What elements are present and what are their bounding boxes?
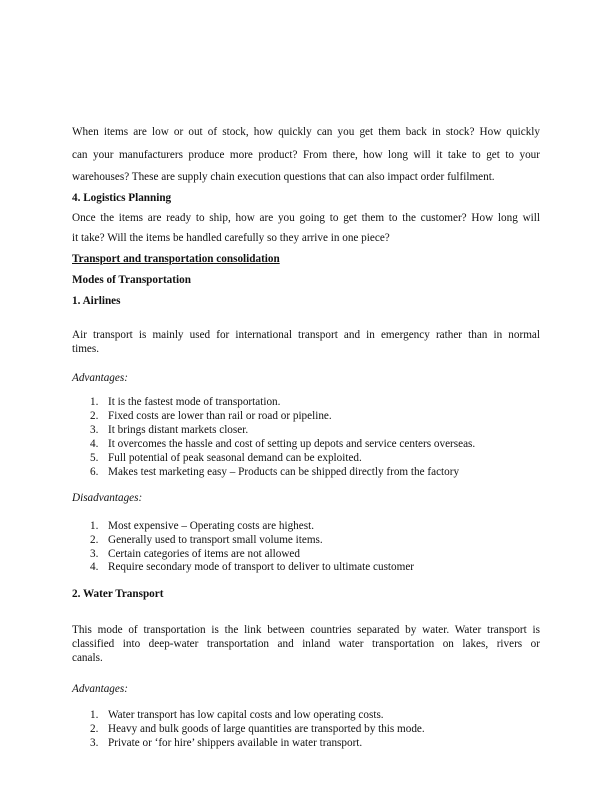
text-line: it take? Will the items be handled carefully so they arrive in one piece? <box>72 232 390 244</box>
list-text: Heavy and bulk goods of large quantities are transported by this mode. <box>108 723 425 735</box>
list-number: 6. <box>90 466 99 478</box>
airlines-heading: 1. Airlines <box>72 295 121 307</box>
list-item <box>90 519 314 533</box>
list-item <box>90 395 280 409</box>
list-text: It overcomes the hassle and cost of setting up depots and service centers overseas. <box>108 438 476 450</box>
list-item <box>90 423 248 437</box>
list-text: Full potential of peak seasonal demand can be exploited. <box>108 452 362 464</box>
list-number: 3. <box>90 737 99 749</box>
text-line: times. <box>72 343 100 355</box>
list-item <box>90 547 300 561</box>
list-number: 4. <box>90 561 99 573</box>
list-text: Fixed costs are lower than rail or road or pipeline. <box>108 410 332 422</box>
text-line: Once the items are ready to ship, how are you going to get them to the customer? How long will <box>72 212 540 224</box>
text-line: Air transport is mainly used for international transport and in emergency rather than in normal <box>72 329 540 341</box>
list-number: 2. <box>90 534 99 546</box>
list-item <box>90 465 459 479</box>
list-number: 1. <box>90 520 99 532</box>
list-item <box>90 560 414 574</box>
list-number: 2. <box>90 723 99 735</box>
list-item <box>90 451 362 465</box>
text-line: canals. <box>72 652 103 664</box>
list-text: Water transport has low capital costs and low operating costs. <box>108 709 384 721</box>
list-text: Most expensive – Operating costs are highest. <box>108 520 314 532</box>
list-text: It brings distant markets closer. <box>108 424 249 436</box>
text-line: When items are low or out of stock, how quickly can you get them back in stock? How quickly <box>72 126 540 138</box>
text-line: This mode of transportation is the link between countries separated by water. Water transport is <box>72 624 540 636</box>
section-heading: Transport and transportation consolidation <box>72 253 280 265</box>
list-number: 2. <box>90 410 99 422</box>
list-item <box>90 437 475 451</box>
list-text: It is the fastest mode of transportation. <box>108 396 281 408</box>
list-text: Makes test marketing easy – Products can be shipped directly from the factory <box>108 466 460 478</box>
list-item <box>90 533 323 547</box>
text-line: warehouses? These are supply chain execution questions that can also impact order fulfilment. <box>72 171 495 183</box>
disadvantages-label: Disadvantages: <box>72 492 143 504</box>
list-item <box>90 736 362 750</box>
list-number: 3. <box>90 548 99 560</box>
list-number: 1. <box>90 709 99 721</box>
list-number: 1. <box>90 396 99 408</box>
list-text: Certain categories of items are not allowed <box>108 548 300 560</box>
list-text: Generally used to transport small volume items. <box>108 534 323 546</box>
list-number: 3. <box>90 424 99 436</box>
list-item <box>90 409 332 423</box>
advantages-label: Advantages: <box>72 372 128 384</box>
modes-heading: Modes of Transportation <box>72 274 191 286</box>
text-line: classified into deep-water transportation and inland water transportation on lakes, rivers or <box>72 638 540 650</box>
list-text: Private or ‘for hire’ shippers available in water transport. <box>108 737 363 749</box>
list-item <box>90 708 384 722</box>
list-number: 5. <box>90 452 99 464</box>
list-item <box>90 722 425 736</box>
logistics-heading: 4. Logistics Planning <box>72 192 172 204</box>
list-text: Require secondary mode of transport to deliver to ultimate customer <box>108 561 415 573</box>
text-line: can your manufacturers produce more product? From there, how long will it take to get to your <box>72 149 540 161</box>
water-advantages-label: Advantages: <box>72 683 128 695</box>
water-heading: 2. Water Transport <box>72 588 164 600</box>
list-number: 4. <box>90 438 99 450</box>
